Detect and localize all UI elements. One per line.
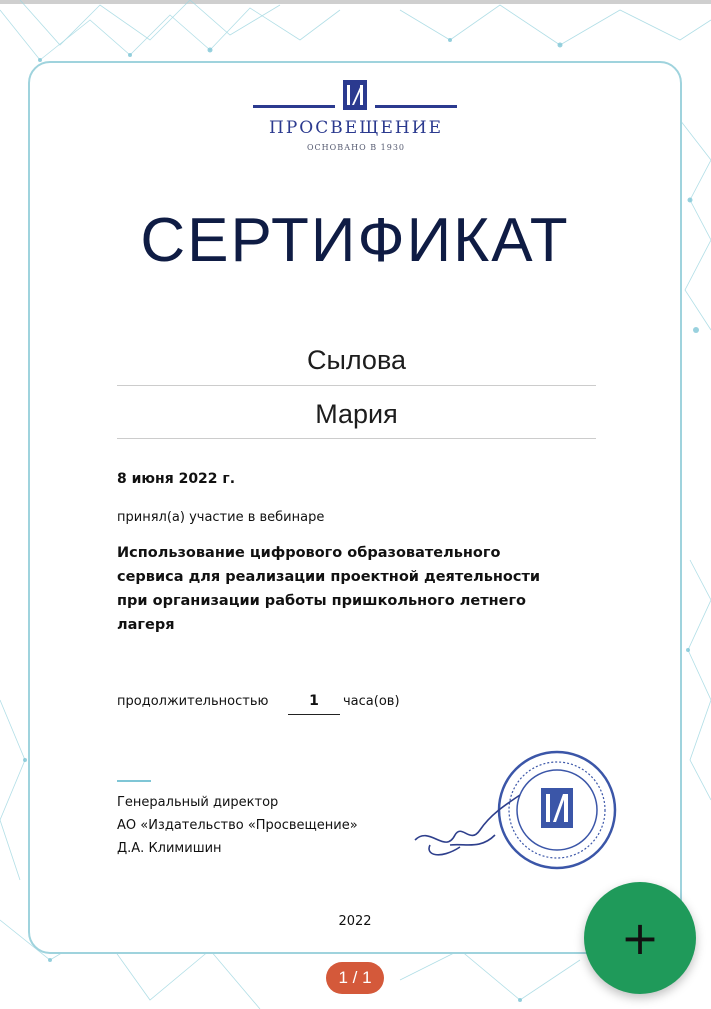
signatory-accent-rule bbox=[117, 780, 151, 782]
certificate-title: СЕРТИФИКАТ bbox=[140, 206, 570, 275]
webinar-title-line: сервиса для реализации проектной деятельности bbox=[117, 569, 541, 585]
add-button[interactable] bbox=[584, 882, 696, 994]
logo-rule-left bbox=[253, 105, 335, 108]
plus-icon: + bbox=[620, 911, 660, 965]
logo-tagline: ОСНОВАНО В 1930 bbox=[306, 143, 405, 152]
webinar-title-line: Использование цифрового образовательного bbox=[117, 545, 501, 561]
surname-underline bbox=[117, 385, 596, 386]
duration-unit: часа(ов) bbox=[343, 694, 400, 709]
publisher-logo bbox=[250, 78, 462, 158]
webinar-title-line: при организации работы пришкольного летнего bbox=[117, 593, 526, 609]
logo-rule-right bbox=[375, 105, 457, 108]
duration-underline bbox=[288, 714, 340, 715]
duration-value: 1 bbox=[309, 693, 319, 709]
first-name-underline bbox=[117, 438, 596, 439]
signatory-name: Д.А. Климишин bbox=[117, 841, 222, 856]
page-indicator: 1 / 1 bbox=[326, 962, 384, 994]
certificate-year: 2022 bbox=[338, 914, 372, 929]
recipient-surname: Сылова bbox=[306, 345, 407, 375]
webinar-title bbox=[117, 541, 587, 637]
director-signature bbox=[410, 785, 540, 875]
duration-label: продолжительностью bbox=[117, 694, 269, 709]
signatory-position: Генеральный директор bbox=[117, 795, 279, 810]
recipient-first-name: Мария bbox=[315, 399, 398, 429]
webinar-title-line: лагеря bbox=[117, 617, 175, 633]
signatory-company: АО «Издательство «Просвещение» bbox=[117, 818, 358, 833]
participation-text: принял(а) участие в вебинаре bbox=[117, 510, 325, 525]
event-date: 8 июня 2022 г. bbox=[117, 471, 236, 487]
publisher-emblem-icon bbox=[343, 80, 367, 110]
logo-wordmark: ПРОСВЕЩЕНИЕ bbox=[269, 118, 443, 138]
